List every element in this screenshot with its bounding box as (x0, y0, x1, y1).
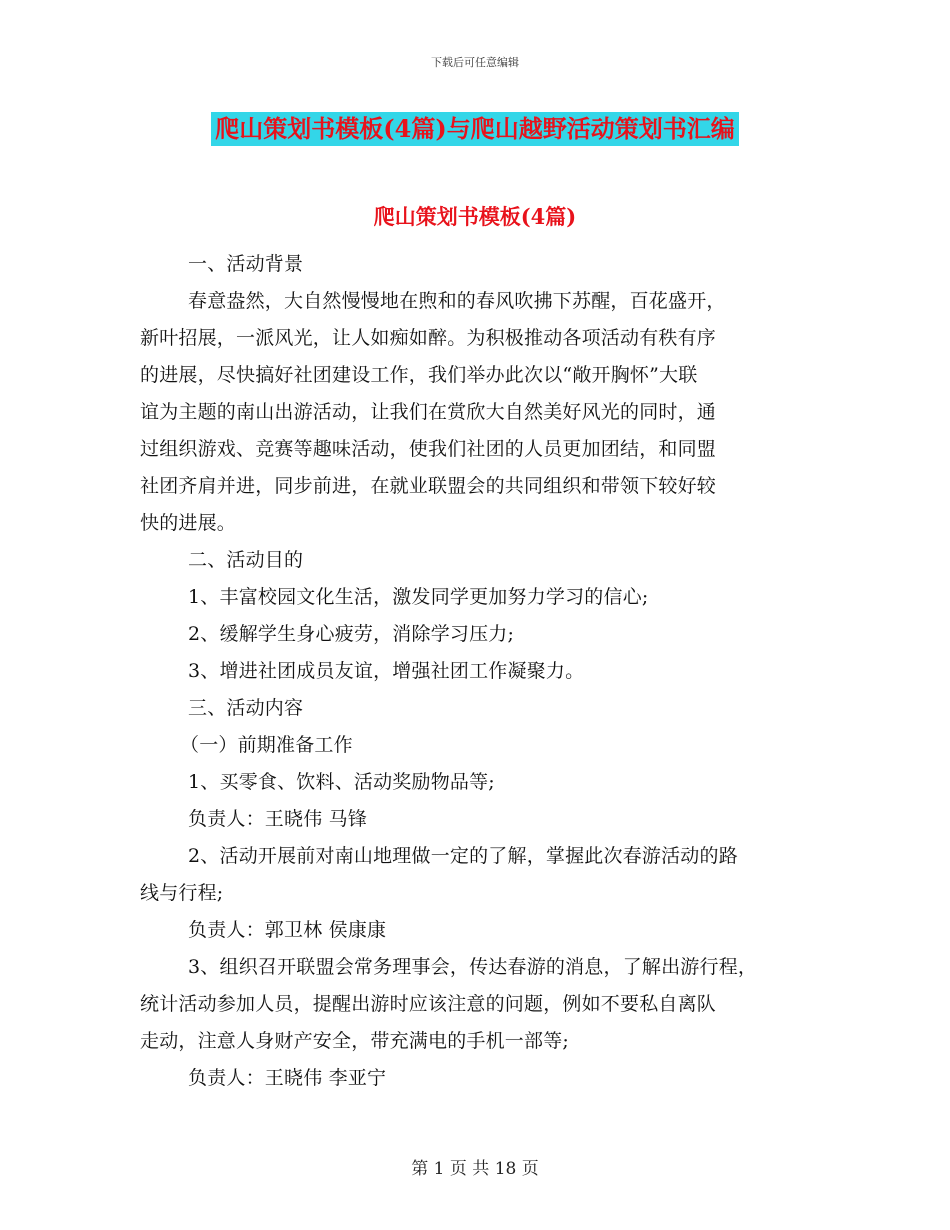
paragraph-line: 谊为主题的南山出游活动，让我们在赏欣大自然美好风光的同时，通 (140, 401, 717, 423)
main-title-wrap (0, 112, 950, 146)
sub-title: 爬山策划书模板(4篇) (373, 204, 577, 229)
header-note: 下载后可任意编辑 (431, 56, 519, 69)
subsection-heading: （一）前期准备工作 (180, 734, 353, 756)
list-item: 2、缓解学生身心疲劳，消除学习压力; (188, 623, 515, 645)
section-heading-purpose: 二、活动目的 (188, 549, 304, 571)
paragraph-line: 社团齐肩并进，同步前进，在就业联盟会的共同组织和带领下较好较 (140, 475, 717, 497)
responsible-line: 负责人：郭卫林 侯康康 (188, 919, 387, 941)
page-footer: 第 1 页 共 18 页 (411, 1159, 539, 1179)
paragraph-line: 统计活动参加人员，提醒出游时应该注意的问题，例如不要私自离队 (140, 993, 717, 1015)
list-item: 3、增进社团成员友谊，增强社团工作凝聚力。 (188, 660, 585, 682)
paragraph-line: 新叶招展，一派风光，让人如痴如醉。为积极推动各项活动有秩有序 (140, 327, 717, 349)
list-item: 1、买零食、饮料、活动奖励物品等; (188, 771, 495, 793)
list-item: 3、组织召开联盟会常务理事会，传达春游的消息，了解出游行程， (188, 956, 758, 978)
paragraph-line: 的进展，尽快搞好社团建设工作，我们举办此次以“敞开胸怀”大联 (140, 364, 698, 386)
responsible-line: 负责人：王晓伟 马锋 (188, 808, 368, 830)
list-item: 1、丰富校园文化生活，激发同学更加努力学习的信心; (188, 586, 649, 608)
paragraph-line: 线与行程; (140, 882, 224, 904)
section-heading-content: 三、活动内容 (188, 697, 304, 719)
section-heading-background: 一、活动背景 (188, 253, 304, 275)
main-title: 爬山策划书模板(4篇)与爬山越野活动策划书汇编 (211, 112, 738, 146)
paragraph-line: 快的进展。 (140, 512, 237, 534)
paragraph-line: 过组织游戏、竞赛等趣味活动，使我们社团的人员更加团结，和同盟 (140, 438, 717, 460)
list-item: 2、活动开展前对南山地理做一定的了解，掌握此次春游活动的路 (188, 845, 738, 867)
paragraph-line: 春意盎然，大自然慢慢地在煦和的春风吹拂下苏醒，百花盛开， (188, 290, 726, 312)
paragraph-line: 走动，注意人身财产安全，带充满电的手机一部等; (140, 1030, 570, 1052)
document-body (140, 246, 820, 1097)
responsible-line: 负责人：王晓伟 李亚宁 (188, 1067, 387, 1089)
